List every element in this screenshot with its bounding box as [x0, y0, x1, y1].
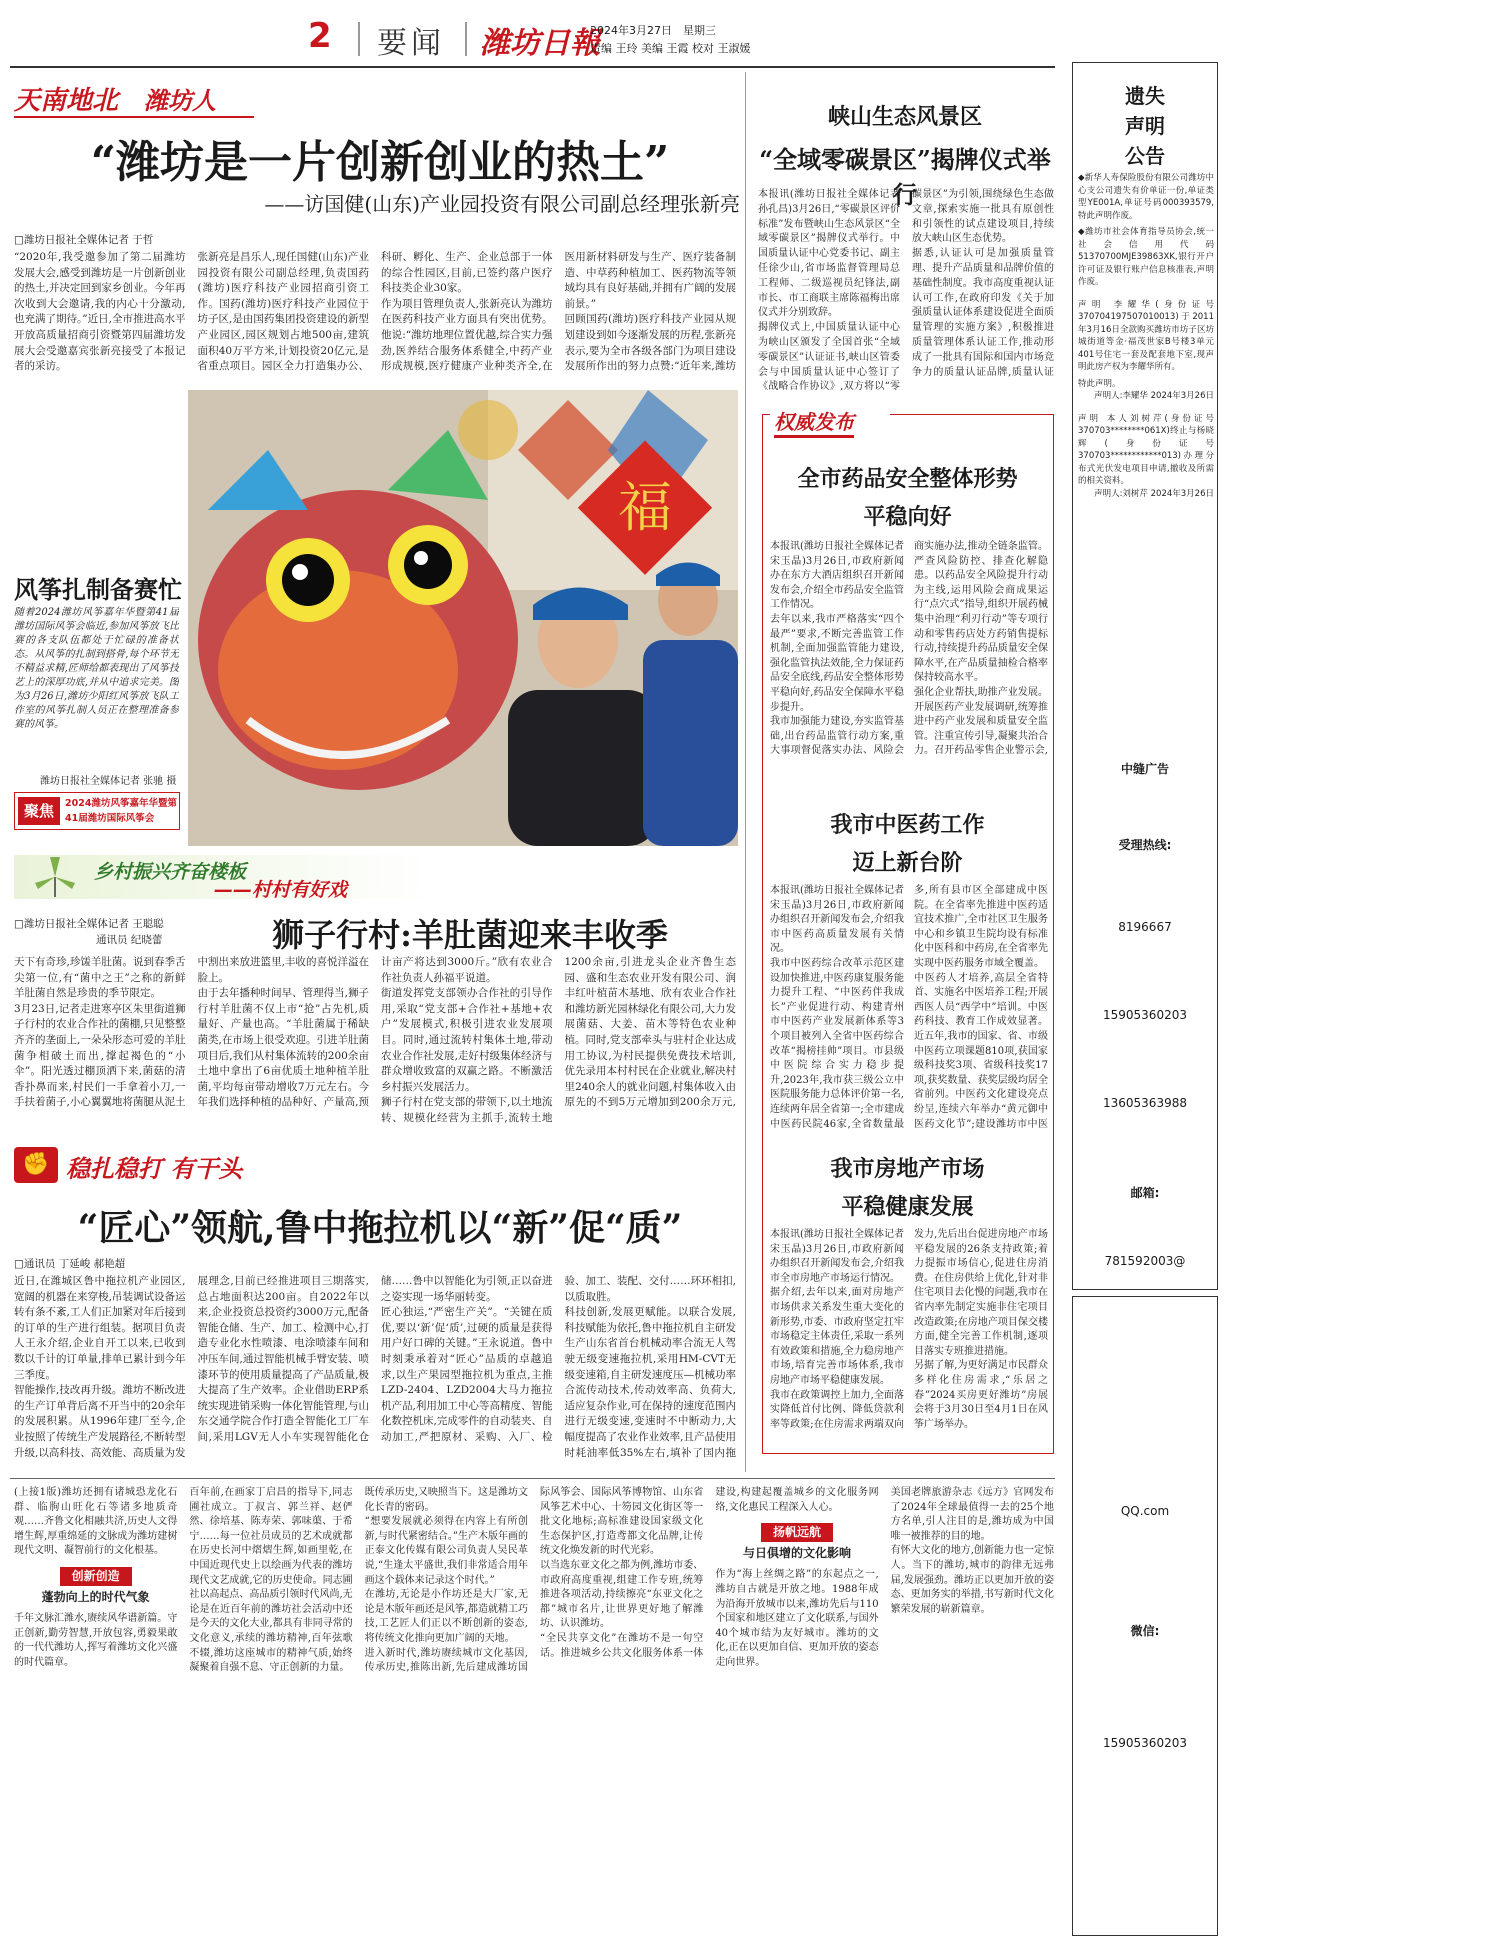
windmill-icon	[20, 857, 90, 897]
rural-band-text: 乡村振兴齐奋楼板	[94, 861, 247, 883]
kite-photo-illustration	[188, 390, 738, 846]
notice-item-7: 声明人:刘树芹 2024年3月26日	[1094, 488, 1214, 499]
tractor-para-3: 匠心独运,“严密生产关”。“关键在质优,要以‘新’促‘质’,过硬的质量是获得用户好口碑的关键。”王永说道。鲁中时刻秉承着对“匠心”品质的卓越追求,以生产果园型拖拉机为重点,主推LZD-2404、LZD2004大马力拖拉机产品,利用加工中心等高精度、智能化数控机床,完成零件的自动装夹、自动加工,严把原材、采购、入厂、检验、加工、装配、交付……环环相扣,以质取胜。	[381, 1275, 736, 1443]
side-tag-1-sub: 蓬勃向上的时代气象	[41, 1589, 150, 1604]
shizi-para-4: 街道发挥党支部领办合作社的引导作用,采取“党支部+合作社+基地+农户”发展模式,积极引进农业发展项目。同时,通过流转村集体土地,带动农业合作社发展,走好村级集体经济与群众增收致富的双赢之路。不断激活乡村振兴发展活力。	[381, 987, 553, 1093]
photo-title: 风筝扎制备赛忙	[14, 575, 182, 604]
tractor-byline: □通讯员 丁延峻 郝艳超	[14, 1258, 126, 1270]
tcm-title-1: 我市中医药工作	[830, 812, 985, 838]
estate-para-3: 我市在政策调控上加力,全面落实降低首付比例、降低贷款利率等政策;在住房需求两端双向发力,先后出台促进房地产市场平稳发展的26条支持政策;着力提振市场信心,促进住房消费。在住房供给上优化,针对非住宅项目去化慢的问题,我市在省内率先制定实施非住宅项目改造政策;在房地产项目保交楼方面,健全完善工作机制,逐项目落实专班推进措施。	[770, 1229, 1048, 1430]
kite-fest-tag	[14, 792, 180, 830]
tcm-para-1: 本报讯(潍坊日报社全媒体记者 宋玉晶)3月26日,市政府新闻办组织召开新闻发布会,介绍我市中医药高质量发展有关情况。	[770, 885, 904, 955]
masthead-divider	[358, 22, 360, 56]
estate-title-1: 我市房地产市场	[830, 1156, 985, 1182]
shizi-para-1: 天下有奇珍,珍馐羊肚菌。说到春季舌尖第一位,有“菌中之王”之称的新鲜羊肚菌自然是珍贵的季节限定。	[14, 956, 186, 1000]
band-tiannan-text: 天南地北	[14, 86, 119, 116]
hotline-label: 受理热线:	[1118, 838, 1172, 852]
notice-item-3: 声明 李耀华(身份证号370704197507010013)于2011年3月16日全款购买潍坊市坊子区坊城街道等金·福茂世家B号楼3单元401号住宅一套及配套地下室,现声明此房产权为李耀华所有。	[1078, 299, 1214, 372]
tractor-para-2: 智能操作,技改再升级。潍坊不断改进的生产订单背后离不开当中的20余年的发展积累。从1996年建厂至今,企业按照了传统生产发展路径,不断转型升级,以高科技、高效能、高质量为发展理念,目前已经推进项目三期落实,总占地面积达200亩。自2022年以来,企业投资总投资约3000万元,配备智能仓储、生产、加工、检测中心,打造专业化水性喷漆、电涂喷漆车间和冲压车间,通过智能机械手臂安装、喷漆环节的使用质量提高了产品质量,极大提高了生产效率。企业借助ERP系统实现进销采购一体化智能管理,与山东交通学院合作打造全智能化工厂车间,采用LGV无人小车实现智能化仓储……鲁中以智能化为引领,正以奋进之姿实现一场华丽转变。	[14, 1275, 553, 1459]
tcm-body	[770, 884, 1048, 1142]
mail-label: 邮箱:	[1130, 1186, 1160, 1200]
drug-para-4: 强化企业帮扶,助推产业发展。开展医药产业发展调研,统筹推进中药产业发展和质量安全监管。注重宣传引导,凝聚共治合力。召开药品零售企业警示会,	[914, 686, 1048, 757]
bottom-para-5: “想要发展就必须得在内容上有所创新,与时代紧密结合。”生产木版年画的正泰文化传媒有限公司负责人吴民革说,“生逢太平盛世,我们非常适合用年画这个载体来记录这个时代。”	[364, 1516, 528, 1586]
article-para-1: “2020年,我受邀参加了第二届潍坊发展大会,感受到潍坊是一片创新创业的热土,并决定回到家乡创业。今年再次收到大会邀请,我的内心十分激动,也充满了期待。”近日,全市推进高水平开放高质量招商引资暨第四届潍坊发展大会受邀嘉宾张新亮接受了本报记者的采访。	[14, 251, 186, 373]
xiashan-title-1: 峡山生态风景区	[827, 104, 982, 130]
mail-value: 781592003@	[1104, 1254, 1186, 1268]
estate-para-4: 另据了解,为更好满足市民群众多样化住房需求,“乐居之春”2024买房更好潍坊”房展会将于3月30日至4月1日在风筝广场举办。	[914, 1360, 1048, 1430]
ad-title: 中缝广告	[1120, 762, 1169, 776]
xiashan-body	[758, 188, 1054, 396]
shizi-para-5: 狮子行村在党支部的带领下,以土地流转、规模化经营为主抓手,流转土地1200余亩,引进龙头企业齐鲁生态园、盛和生态农业开发有限公司、润丰红叶植苗木基地、欣有农业合作社和潍坊新光园林绿化有限公司,大力发展菌菇、大姜、苗木等特色农业种植。同时,党支部牵头与驻村企业达成用工协议,为村民提供免费技术培训,优先录用本村村民在企业就业,解决村里240余人的就业问题,村集体收入由原先的不到5万元增加到200余万元,	[381, 956, 736, 1124]
notice-title-3: 公告	[1125, 144, 1165, 168]
wechat-label: 微信:	[1130, 1624, 1160, 1638]
tractor-body	[14, 1274, 736, 1470]
band-tiannan	[14, 80, 216, 117]
estate-body	[770, 1228, 1048, 1448]
shizi-para-3: 由于去年播种时间早、管理得当,狮子行村羊肚菌不仅上市“抢”占先机,质量好、产量也高。“羊肚菌属于稀缺菌类,在市场上很受欢迎。引进羊肚菌项目后,我们从村集体流转的200余亩土地中拿出了6亩优质土地种植羊肚菌,平均每亩带动增收7万元左右。今年我们选择种植的品种好、产量高,预计亩产将达到3000斤。”欣有农业合作社负责人孙福平说道。	[197, 956, 553, 1109]
notice-item-1: ◆新华人寿保险股份有限公司潍坊中心支公司遗失有价单证一份,单证类型YE001A,单证号码000393579,特此声明作废。	[1078, 173, 1214, 221]
authority-band	[770, 406, 890, 434]
article-para-4: 回顾国药(潍坊)医疗科技产业园从规划建设到如今逐渐发展的历程,张新亮表示,要为全市各级各部门为项目建设发展所作出的努力点赞:“近年来,潍坊	[564, 313, 736, 373]
tractor-band	[14, 1145, 304, 1185]
issue-date: 2024年3月27日	[590, 24, 672, 37]
mail-domain: QQ.com	[1120, 1504, 1170, 1518]
column-divider-left	[745, 72, 746, 1472]
bottom-para-6: 在潍坊,无论是小作坊还是大厂家,无论是木版年画还是风筝,都造就精工巧技,工艺匠人们正以不断创新的姿态,将传统文化推向更加广阔的天地。	[364, 1589, 528, 1644]
authority-band-text: 权威发布	[774, 406, 854, 438]
band-tiannan-sub: 潍坊人	[144, 87, 217, 115]
photo-credit: 潍坊日报社全媒体记者 张驰 摄	[40, 776, 177, 787]
rural-band	[14, 855, 434, 899]
masthead-rule	[10, 66, 1055, 68]
side-tag-2-label: 扬帆远航	[761, 1523, 833, 1542]
kite-photo	[188, 390, 738, 846]
side-tag-1-label: 创新创造	[60, 1567, 132, 1586]
estate-title-2: 平稳健康发展	[841, 1194, 974, 1220]
shizi-body	[14, 955, 736, 1135]
section-name: 要闻	[377, 26, 445, 61]
page-gutter	[1228, 0, 1500, 1948]
kite-fest-tag-icon: 聚焦	[18, 797, 60, 825]
phone-1: 8196667	[1118, 920, 1172, 934]
bottom-para-2: 千年文脉汇潍水,赓续风华谱新篇。守正创新,勤劳智慧,开放包容,勇毅果敢的一代代潍坊人,挥写着潍坊文化兴盛的时代篇章。	[14, 1613, 178, 1668]
bottom-para-7: 进入新时代,潍坊赓续城市文化基因,传承历史,推陈出新,先后建成潍坊国际风筝会、国际风筝博物馆、山东省风筝艺术中心、十笏园文化街区等一批文化地标;高标准建设国家级文化生态保护区,打造鸢都文化品牌,让传统文化焕发新的时代光彩。	[364, 1487, 704, 1674]
weekday: 星期三	[683, 24, 716, 37]
tcm-title-2: 迈上新台阶	[852, 850, 963, 876]
drug-para-1: 本报讯(潍坊日报社全媒体记者 宋玉晶)3月26日,市政府新闻办在东方大酒店组织召开新闻发布会,介绍全市药品安全监管工作情况。	[770, 541, 904, 611]
ad-frame-bottom	[1072, 1296, 1218, 1936]
bottom-para-1: (上接1版)潍坊还拥有诸城恐龙化石群、临朐山旺化石等诸多地质奇观……齐鲁文化相融共济,历史人文得增生辉,厚重绵延的文脉成为潍坊建树现代文明、凝智前行的文化根基。	[14, 1487, 178, 1557]
article-para-2: 张新亮是昌乐人,现任国健(山东)产业园投资有限公司副总经理,负责国药(潍坊)医疗科技产业园招商引资工作。国药(潍坊)医疗科技产业园位于坊子区,是由国药集团投资建设的新型产业园区,园区规划占地500亩,建筑面积40万平方米,计划投资20亿元,是省重点项目。园区全力打造集办公、科研、孵化、生产、企业总部于一体的综合性园区,目前,已签约落户医疗科技类企业30家。	[197, 251, 553, 373]
notice-item-2: ◆潍坊市社会体育指导员协会,统一社会信用代码51370700MJE39863XK,银行开户许可证及银行账户信息核准表,声明作废。	[1078, 227, 1214, 287]
article-body	[14, 250, 736, 382]
side-tag-1	[14, 1567, 177, 1604]
bottom-feature-rule	[10, 1478, 1055, 1479]
phone-2: 15905360203	[1103, 1008, 1187, 1022]
shizi-title: 狮子行村:羊肚菌迎来丰收季	[272, 916, 668, 954]
drug-title-2: 平稳向好	[863, 504, 952, 530]
shizi-byline-2: 通讯员 纪晓蕾	[96, 934, 163, 946]
phone-3: 13605363988	[1103, 1096, 1187, 1110]
article-para-3: 作为项目管理负责人,张新亮认为潍坊在医药科技产业方面具有突出优势。他说:“潍坊地理位置优越,综合实力强劲,医养结合服务体系健全,中药产业形成规模,医疗健康产业种类齐全,在医用新材料研发与生产、医疗装备制造、中草药种植加工、医药物流等领域均具有良好基础,并拥有广阔的发展前景。”	[381, 251, 736, 373]
tcm-para-3: 中医药人才培养,高层全省特首、实施名中医培养工程;开展西医人员“西学中”培训。中医药科技、教育工作成效显著。近五年,我市的国家、省、市级中医药立项课题810项,获国家级科技奖3项、省级科技奖17项,获奖数量、获奖层级均居全省前列。中医药文化建设亮点纷呈,连续六年举办“黄元御中医药文化节”;建设潍坊市中医	[914, 972, 1048, 1130]
bottom-para-3: 百年前,在画家丁启昌的指导下,同志圃社成立。丁叔言、郭兰祥、赵俨然、徐培基、陈寿荣、郭味蕖、于希宁……每一位社员成员的艺术成就都在历史长河中熠熠生辉,如画里乾,在中国近现代史上以绘画为代表的潍坊现代文艺成就,它的历史使命。同志圃社以高起点、高品质引领时代风尚,无论是在近百年前的潍坊社会活动中还是今天的文化大业,都具有非同寻常的文化意义,承续的潍坊精神,百年弦歌不辍,潍坊这座城市的精神气质,始终凝聚着自强不息、守正创新的力量。	[189, 1487, 353, 1674]
shizi-para-2: 3月23日,记者走进寒亭区朱里街道狮子行村的农业合作社的菌棚,只见整整齐齐的垄面上,一朵朵形态可爱的羊肚菌争相破土而出,撑起褐色的“小伞”。阳光透过棚顶洒下来,菌菇的清香扑鼻而来,村民们一手拿着小刀,一手扶着菌子,小心翼翼地将菌腿从泥土中割出来放进篮里,丰收的喜悦洋溢在脸上。	[14, 956, 369, 1109]
rural-band-sub: ——村村有好戏	[214, 879, 348, 901]
notice-item-5: 声明人:李耀华 2024年3月26日	[1094, 391, 1214, 401]
paper-name: 潍坊日報	[480, 26, 600, 61]
page-number: 2	[308, 16, 332, 56]
bottom-para-4: 既传承历史,又映照当下。这是潍坊文化长青的密码。	[364, 1487, 528, 1513]
tractor-para-1: 近日,在潍城区鲁中拖拉机产业园区,宽阔的机器在来穿梭,吊装调试设备运转有条不紊,工人们正加紧对年后接到的订单的生产进行组装。据项目负责人王永介绍,企业自开工以来,已收到数以千计的订单量,排单已累计到今年三季度。	[14, 1275, 186, 1381]
tcm-para-2: 我市中医药综合改革示范区建设加快推进,中医药康复服务能力提升工程、“中医药伴我成长”产业促进行动、构建青州市中医药产业发展新体系等3个项目被列入全省中医药综合改革“揭榜挂帅”项目。市县级中医院综合实力稳步提升,2023年,我市获三级公立中医院服务能力总体评价第一名,连续两年居全省第一;全市建成中医药民院46家,全省数量最多,所有县市区全部建成中医院。在全省率先推进中医药适宜技术推广,全市社区卫生服务中心和乡镇卫生院均设有标准化中医科和中药房,在全省率先实现中医药服务市域全覆盖。	[770, 885, 1048, 1130]
tractor-para-4: 科技创新,发展更赋能。以联合发展,科技赋能为依托,鲁中拖拉机自主研发生产山东省首台机械动率合流无人驾驶无级变速拖拉机,采用HM-CVT无级变速箱,自主研发速度压—机械功率合流传动技术,传动效率高、负荷大,适应复杂作业,可在保持的速度范围内进行无级变速,变速时不中断动力,大幅度提高了农业作业效率,且产品使用时耗油率低35%左右,填补了国内拖	[564, 1306, 736, 1459]
article-byline: □潍坊日报社全媒体记者 于哲	[14, 234, 154, 246]
kite-fest-tag-text: 2024潍坊风筝嘉年华暨第41届潍坊国际风筝会	[65, 798, 177, 824]
bottom-body	[14, 1486, 1054, 1938]
article-title: “潍坊是一片创新创业的热土”	[90, 137, 670, 188]
drug-body	[770, 540, 1048, 760]
xiashan-para-1: 本报讯(潍坊日报社全媒体记者 孙孔昌)3月26日,“零碳景区评价标准”发布暨峡山生态风景区“全域零碳景区”揭牌仪式举行。中国质量认证中心党委书记、副主任徐少山,省市场监督管理局总工程师、二级巡视员纪锋法,副市长、市工商联主席陈福梅出席仪式并分别致辞。	[758, 189, 900, 319]
shizi-byline-1: □潍坊日报社全媒体记者 王聪聪	[14, 918, 164, 930]
article-subtitle: ——访国健(山东)产业园投资有限公司副总经理张新亮	[264, 192, 740, 216]
xiashan-title-2: “全域零碳景区”揭牌仪式举行	[759, 145, 1051, 209]
estate-para-1: 本报讯(潍坊日报社全媒体记者 宋玉晶)3月26日,市政府新闻办组织召开新闻发布会,介绍我市全市房地产市场运行情况。	[770, 1229, 904, 1284]
estate-para-2: 据介绍,去年以来,面对房地产市场供求关系发生重大变化的新形势,市委、市政府坚定扛牢市场稳定主体责任,采取一系列有效政策和措施,全力稳房地产市场,培育完善市场体系,我市房地产市场平稳健康发展。	[770, 1287, 904, 1386]
notice-title-2: 声明	[1125, 114, 1165, 138]
bottom-para-9: “全民共享文化”在潍坊不是一句空话。推进城乡公共文化服务体系一体建设,构建起覆盖城乡的文化服务网络,文化惠民工程深入人心。	[539, 1487, 879, 1659]
drug-title-1: 全市药品安全整体形势	[797, 466, 1018, 492]
side-tag-2	[715, 1523, 878, 1560]
xiashan-para-3: 据悉,认证认可是加强质量管理、提升产品质量和品牌价值的基础性制度。我市高度重视认证认可工作,在政府印发《关于加强质量认证体系建设促进全面质量管理的实施方案》,积极推进质量管理体系认证工作,推动形成了一批具有国际和国内市场竞争力的质量认证品牌,质量认证	[912, 248, 1054, 378]
notice-item-6: 声明 本人刘树芹(身份证号370703********061X)终止与杨晓辉(身份证号370703************013)办理分布式光伏发电项目申请,撤收及所需的相关资料。	[1078, 413, 1214, 486]
masthead-divider-2	[465, 22, 467, 56]
bottom-para-10: 作为“海上丝绸之路”的东起点之一,潍坊自古就是开放之地。1988年成为沿海开放城市以来,潍坊先后与110个国家和地区建立了文化联系,与国外40个城市结为友好城市。潍坊的文化,正在以更加自信、更加开放的姿态走向世界。	[715, 1569, 879, 1668]
notice-body	[1078, 172, 1214, 1282]
band-underline	[14, 116, 254, 118]
notice-title-1: 遗失	[1125, 84, 1165, 108]
fist-icon: ✊	[14, 1147, 58, 1183]
drug-para-3: 我市加强能力建设,夯实监管基础,出台药品监管行动方案,重大事项督促落实办法、风险会商实施办法,推动全链条监管。严查风险防控、排查化解隐患。以药品安全风险提升行动为主线,运用风险会商成果运行“点穴式”指导,组织开展药械集中治理“利刃行动”等专项行动和零售药店处方药销售提标行动,持续提升药品质量安全保障水平,在产品质量抽检合格率保持较高水平。	[770, 541, 1048, 757]
tractor-band-text: 稳扎稳打 有干头	[66, 1155, 243, 1183]
drug-para-2: 去年以来,我市严格落实“四个最严”要求,不断完善监管工作机制,全面加强监管能力建设,强化监管执法效能,全力保证药品安全底线,药品安全整体形势平稳向好,药品安全保障水平稳步提升。	[770, 613, 904, 713]
bottom-para-11: 美国老牌旅游杂志《远方》官网发布了2024年全球最值得一去的25个地方名单,引人注目的是,潍坊成为中国唯一被推荐的目的地。	[890, 1487, 1054, 1542]
fu-char: 福	[618, 476, 672, 539]
bottom-para-12: 有怀大文化的地方,创新能力也一定惊人。当下的潍坊,城市的韵律无远弗届,发展强劲。潍坊正以更加开放的姿态、更加务实的举措,书写新时代文化繁荣发展的崭新篇章。	[890, 1545, 1054, 1615]
editors: 责编 王玲 美编 王霞 校对 王淑媛	[590, 42, 751, 55]
bottom-para-8: 以当选东亚文化之都为例,潍坊市委、市政府高度重视,组建工作专班,统筹推进各项活动,持续擦亮“东亚文化之都”城市名片,让世界更好地了解潍坊、认识潍坊。	[539, 1559, 704, 1630]
notice-item-4: 特此声明。	[1078, 378, 1121, 389]
wechat-value: 15905360203	[1103, 1736, 1187, 1750]
photo-caption: 随着2024潍坊风筝嘉年华暨第41届潍坊国际风筝会临近,参加风筝放飞比赛的各支队伍都处于忙碌的准备状态。从风筝的扎制到搭骨,每个环节无不精益求精,匠师给都表现出了风筝技艺上的深厚功底,并从中追求完美。图为3月26日,潍坊少阳红风筝放飞队工作室的风筝扎制人员正在整理准备参赛的风筝。	[14, 607, 179, 730]
tractor-title: “匠心”领航,鲁中拖拉机以“新”促“质”	[77, 1207, 683, 1249]
side-tag-2-sub: 与日俱增的文化影响	[742, 1545, 851, 1560]
xiashan-para-2: 揭牌仪式上,中国质量认证中心为峡山区颁发了全国首张“全域零碳景区”认证证书,峡山区管委会与中国质量认证中心签订了《战略合作协议》,双方将以“零碳景区”为引领,围绕绿色生态做文章,探索实施一批具有原创性和引领性的试点建设项目,持续放大峡山区生态优势。	[758, 189, 1054, 393]
